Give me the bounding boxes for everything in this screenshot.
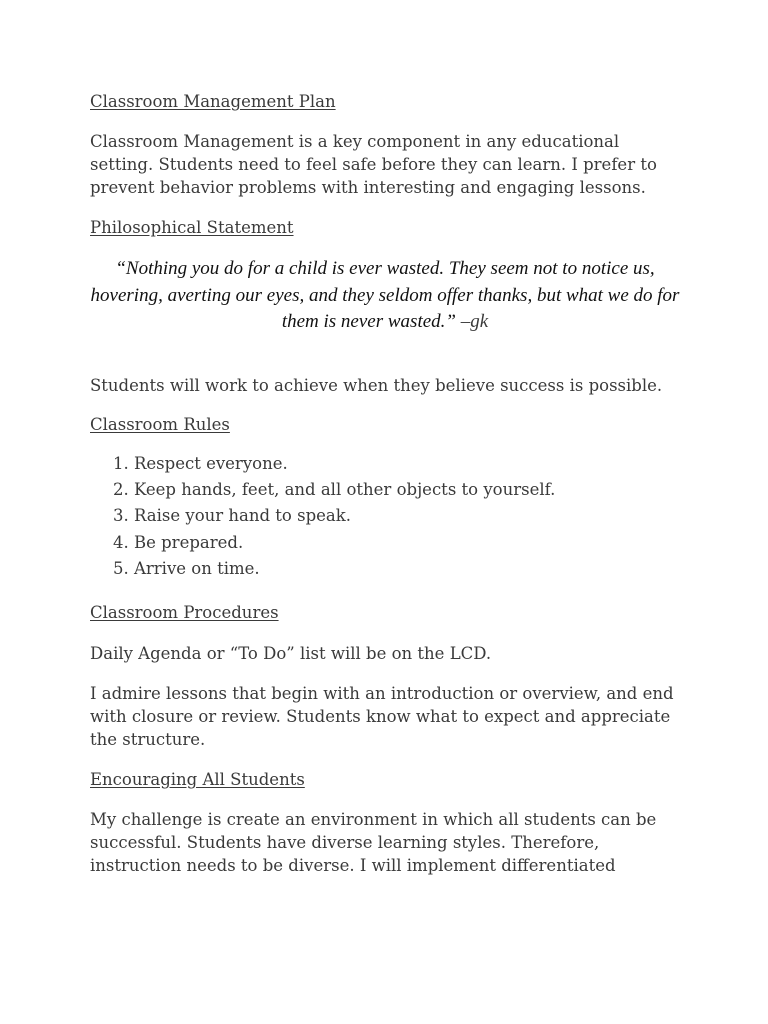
procedures-heading: Classroom Procedures: [90, 603, 279, 622]
quote-attribution: –gk: [455, 311, 489, 332]
rules-heading: Classroom Rules: [90, 415, 230, 434]
procedures-lessons-paragraph: I admire lessons that begin with an introduction or overview, and end with closure or review. Students know what to expect and appreciate the structure.: [90, 684, 674, 749]
quote-text: “Nothing you do for a child is ever wasted. They seem not to notice us, hovering, averting our eyes, and they seldom offer thanks, but what we do for them is never wasted.”: [90, 258, 680, 332]
list-item: 1. Respect everyone.: [113, 454, 288, 473]
encouraging-heading: Encouraging All Students: [90, 770, 305, 789]
procedures-agenda-paragraph: Daily Agenda or “To Do” list will be on the LCD.: [90, 644, 492, 663]
document-title: Classroom Management Plan: [90, 92, 336, 111]
list-item: 3. Raise your hand to speak.: [113, 506, 351, 526]
philosophy-heading: Philosophical Statement: [90, 218, 294, 237]
list-item: 4. Be prepared.: [113, 532, 244, 552]
rules-list: [113, 451, 673, 582]
list-item: 2. Keep hands, feet, and all other objects to yourself.: [113, 480, 556, 500]
list-item: 5. Arrive on time.: [113, 558, 260, 578]
encouraging-paragraph: My challenge is create an environment in which all students can be successful. Students have diverse learning styles. Therefore, instruction needs to be diverse. I will implement differentiated: [90, 810, 657, 875]
philosophy-quote: [90, 256, 680, 336]
belief-statement: Students will work to achieve when they believe success is possible.: [90, 376, 663, 395]
intro-paragraph: Classroom Management is a key component in any educational setting. Students need to feel safe before they can learn. I prefer to prevent behavior problems with interesting and engaging lessons.: [90, 132, 657, 197]
